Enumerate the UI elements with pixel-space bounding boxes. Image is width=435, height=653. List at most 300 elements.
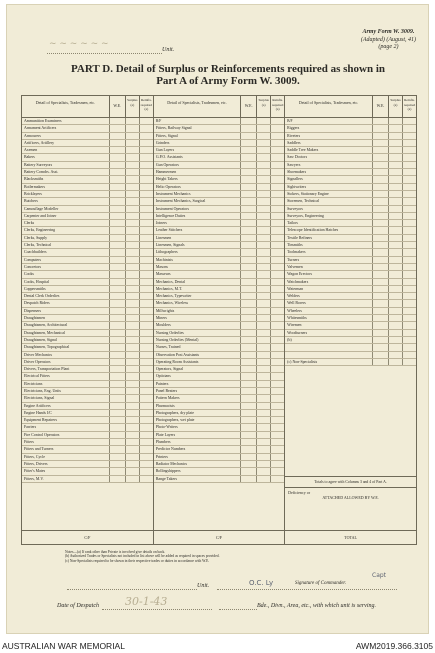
surplus-cell[interactable] bbox=[388, 330, 402, 336]
we-cell[interactable] bbox=[109, 395, 125, 401]
we-cell[interactable] bbox=[109, 344, 125, 350]
surplus-cell[interactable] bbox=[388, 198, 402, 204]
reinf-cell[interactable] bbox=[270, 279, 284, 285]
surplus-cell[interactable] bbox=[125, 315, 139, 321]
surplus-cell[interactable] bbox=[125, 169, 139, 175]
surplus-cell[interactable] bbox=[256, 454, 270, 460]
surplus-cell[interactable] bbox=[125, 308, 139, 314]
we-cell[interactable] bbox=[240, 476, 256, 482]
reinf-cell[interactable] bbox=[270, 359, 284, 365]
we-cell[interactable] bbox=[240, 227, 256, 233]
reinf-cell[interactable] bbox=[270, 300, 284, 306]
we-cell[interactable] bbox=[372, 264, 388, 270]
we-cell[interactable] bbox=[372, 133, 388, 139]
we-cell[interactable] bbox=[240, 330, 256, 336]
surplus-cell[interactable] bbox=[125, 198, 139, 204]
surplus-cell[interactable] bbox=[256, 198, 270, 204]
surplus-cell[interactable] bbox=[125, 388, 139, 394]
we-cell[interactable] bbox=[109, 162, 125, 168]
we-cell[interactable] bbox=[372, 359, 388, 365]
surplus-cell[interactable] bbox=[125, 133, 139, 139]
we-cell[interactable] bbox=[109, 271, 125, 277]
reinf-cell[interactable] bbox=[270, 191, 284, 197]
reinf-cell[interactable] bbox=[139, 468, 153, 474]
we-cell[interactable] bbox=[240, 315, 256, 321]
reinf-cell[interactable] bbox=[270, 424, 284, 430]
we-cell[interactable] bbox=[109, 169, 125, 175]
reinf-cell[interactable] bbox=[270, 125, 284, 131]
surplus-cell[interactable] bbox=[125, 439, 139, 445]
we-cell[interactable] bbox=[240, 213, 256, 219]
we-cell[interactable] bbox=[109, 220, 125, 226]
reinf-cell[interactable] bbox=[402, 249, 416, 255]
we-cell[interactable] bbox=[240, 133, 256, 139]
we-cell[interactable] bbox=[240, 322, 256, 328]
we-cell[interactable] bbox=[372, 337, 388, 343]
we-cell[interactable] bbox=[240, 206, 256, 212]
surplus-cell[interactable] bbox=[125, 227, 139, 233]
we-cell[interactable] bbox=[109, 235, 125, 241]
reinf-cell[interactable] bbox=[139, 118, 153, 124]
surplus-cell[interactable] bbox=[256, 147, 270, 153]
reinf-cell[interactable] bbox=[270, 249, 284, 255]
reinf-cell[interactable] bbox=[270, 439, 284, 445]
surplus-cell[interactable] bbox=[256, 322, 270, 328]
we-cell[interactable] bbox=[109, 446, 125, 452]
reinf-cell[interactable] bbox=[402, 220, 416, 226]
we-cell[interactable] bbox=[240, 388, 256, 394]
surplus-cell[interactable] bbox=[125, 468, 139, 474]
we-cell[interactable] bbox=[240, 286, 256, 292]
reinf-cell[interactable] bbox=[402, 293, 416, 299]
we-cell[interactable] bbox=[240, 191, 256, 197]
surplus-cell[interactable] bbox=[125, 257, 139, 263]
we-cell[interactable] bbox=[240, 410, 256, 416]
we-cell[interactable] bbox=[240, 249, 256, 255]
reinf-cell[interactable] bbox=[402, 191, 416, 197]
surplus-cell[interactable] bbox=[256, 373, 270, 379]
reinf-cell[interactable] bbox=[270, 227, 284, 233]
we-cell[interactable] bbox=[240, 461, 256, 467]
we-cell[interactable] bbox=[240, 300, 256, 306]
surplus-cell[interactable] bbox=[388, 169, 402, 175]
reinf-cell[interactable] bbox=[139, 330, 153, 336]
reinf-cell[interactable] bbox=[402, 359, 416, 365]
reinf-cell[interactable] bbox=[270, 468, 284, 474]
reinf-cell[interactable] bbox=[270, 147, 284, 153]
reinf-cell[interactable] bbox=[139, 198, 153, 204]
reinf-cell[interactable] bbox=[402, 330, 416, 336]
surplus-cell[interactable] bbox=[388, 315, 402, 321]
reinf-cell[interactable] bbox=[402, 286, 416, 292]
reinf-cell[interactable] bbox=[270, 381, 284, 387]
we-cell[interactable] bbox=[372, 352, 388, 358]
reinf-cell[interactable] bbox=[139, 264, 153, 270]
reinf-cell[interactable] bbox=[139, 446, 153, 452]
we-cell[interactable] bbox=[109, 373, 125, 379]
surplus-cell[interactable] bbox=[256, 249, 270, 255]
surplus-cell[interactable] bbox=[256, 432, 270, 438]
reinf-cell[interactable] bbox=[402, 140, 416, 146]
surplus-cell[interactable] bbox=[388, 162, 402, 168]
reinf-cell[interactable] bbox=[270, 315, 284, 321]
we-cell[interactable] bbox=[109, 410, 125, 416]
reinf-cell[interactable] bbox=[402, 322, 416, 328]
reinf-cell[interactable] bbox=[402, 271, 416, 277]
reinf-cell[interactable] bbox=[270, 403, 284, 409]
surplus-cell[interactable] bbox=[388, 249, 402, 255]
reinf-cell[interactable] bbox=[402, 154, 416, 160]
we-cell[interactable] bbox=[109, 403, 125, 409]
reinf-cell[interactable] bbox=[139, 366, 153, 372]
reinf-cell[interactable] bbox=[270, 461, 284, 467]
reinf-cell[interactable] bbox=[139, 133, 153, 139]
surplus-cell[interactable] bbox=[125, 424, 139, 430]
surplus-cell[interactable] bbox=[125, 184, 139, 190]
we-cell[interactable] bbox=[240, 176, 256, 182]
surplus-cell[interactable] bbox=[125, 322, 139, 328]
reinf-cell[interactable] bbox=[402, 169, 416, 175]
we-cell[interactable] bbox=[109, 125, 125, 131]
surplus-cell[interactable] bbox=[125, 330, 139, 336]
reinf-cell[interactable] bbox=[402, 162, 416, 168]
reinf-cell[interactable] bbox=[139, 454, 153, 460]
we-cell[interactable] bbox=[109, 198, 125, 204]
reinf-cell[interactable] bbox=[139, 417, 153, 423]
reinf-cell[interactable] bbox=[270, 133, 284, 139]
surplus-cell[interactable] bbox=[256, 206, 270, 212]
we-cell[interactable] bbox=[372, 286, 388, 292]
reinf-cell[interactable] bbox=[402, 315, 416, 321]
we-cell[interactable] bbox=[109, 293, 125, 299]
reinf-cell[interactable] bbox=[139, 300, 153, 306]
surplus-cell[interactable] bbox=[388, 344, 402, 350]
we-cell[interactable] bbox=[240, 198, 256, 204]
surplus-cell[interactable] bbox=[256, 242, 270, 248]
reinf-cell[interactable] bbox=[139, 359, 153, 365]
we-cell[interactable] bbox=[109, 439, 125, 445]
reinf-cell[interactable] bbox=[139, 162, 153, 168]
reinf-cell[interactable] bbox=[270, 198, 284, 204]
we-cell[interactable] bbox=[372, 293, 388, 299]
surplus-cell[interactable] bbox=[125, 271, 139, 277]
reinf-cell[interactable] bbox=[139, 395, 153, 401]
we-cell[interactable] bbox=[240, 184, 256, 190]
we-cell[interactable] bbox=[109, 417, 125, 423]
surplus-cell[interactable] bbox=[388, 235, 402, 241]
reinf-cell[interactable] bbox=[402, 242, 416, 248]
we-cell[interactable] bbox=[109, 337, 125, 343]
we-cell[interactable] bbox=[109, 286, 125, 292]
we-cell[interactable] bbox=[372, 206, 388, 212]
we-cell[interactable] bbox=[372, 213, 388, 219]
surplus-cell[interactable] bbox=[388, 242, 402, 248]
surplus-cell[interactable] bbox=[125, 213, 139, 219]
reinf-cell[interactable] bbox=[270, 264, 284, 270]
we-cell[interactable] bbox=[109, 249, 125, 255]
surplus-cell[interactable] bbox=[125, 476, 139, 482]
we-cell[interactable] bbox=[240, 381, 256, 387]
we-cell[interactable] bbox=[109, 154, 125, 160]
we-cell[interactable] bbox=[109, 330, 125, 336]
surplus-cell[interactable] bbox=[388, 293, 402, 299]
reinf-cell[interactable] bbox=[402, 235, 416, 241]
surplus-cell[interactable] bbox=[125, 403, 139, 409]
surplus-cell[interactable] bbox=[388, 279, 402, 285]
reinf-cell[interactable] bbox=[270, 330, 284, 336]
we-cell[interactable] bbox=[109, 315, 125, 321]
we-cell[interactable] bbox=[109, 359, 125, 365]
reinf-cell[interactable] bbox=[270, 213, 284, 219]
we-cell[interactable] bbox=[372, 220, 388, 226]
reinf-cell[interactable] bbox=[139, 242, 153, 248]
we-cell[interactable] bbox=[109, 184, 125, 190]
reinf-cell[interactable] bbox=[270, 410, 284, 416]
reinf-cell[interactable] bbox=[270, 476, 284, 482]
we-cell[interactable] bbox=[109, 468, 125, 474]
we-cell[interactable] bbox=[109, 257, 125, 263]
surplus-cell[interactable] bbox=[125, 125, 139, 131]
surplus-cell[interactable] bbox=[256, 140, 270, 146]
surplus-cell[interactable] bbox=[256, 410, 270, 416]
reinf-cell[interactable] bbox=[402, 337, 416, 343]
we-cell[interactable] bbox=[240, 264, 256, 270]
reinf-cell[interactable] bbox=[139, 154, 153, 160]
reinf-cell[interactable] bbox=[402, 227, 416, 233]
reinf-cell[interactable] bbox=[139, 147, 153, 153]
reinf-cell[interactable] bbox=[270, 162, 284, 168]
we-cell[interactable] bbox=[372, 125, 388, 131]
we-cell[interactable] bbox=[109, 381, 125, 387]
surplus-cell[interactable] bbox=[125, 359, 139, 365]
we-cell[interactable] bbox=[372, 344, 388, 350]
surplus-cell[interactable] bbox=[125, 337, 139, 343]
reinf-cell[interactable] bbox=[139, 140, 153, 146]
surplus-cell[interactable] bbox=[256, 446, 270, 452]
surplus-cell[interactable] bbox=[256, 388, 270, 394]
reinf-cell[interactable] bbox=[270, 220, 284, 226]
surplus-cell[interactable] bbox=[388, 286, 402, 292]
surplus-cell[interactable] bbox=[388, 147, 402, 153]
reinf-cell[interactable] bbox=[139, 176, 153, 182]
we-cell[interactable] bbox=[109, 432, 125, 438]
reinf-cell[interactable] bbox=[270, 322, 284, 328]
surplus-cell[interactable] bbox=[256, 286, 270, 292]
reinf-cell[interactable] bbox=[402, 352, 416, 358]
reinf-cell[interactable] bbox=[139, 257, 153, 263]
we-cell[interactable] bbox=[240, 366, 256, 372]
surplus-cell[interactable] bbox=[388, 359, 402, 365]
we-cell[interactable] bbox=[240, 417, 256, 423]
reinf-cell[interactable] bbox=[139, 461, 153, 467]
reinf-cell[interactable] bbox=[402, 300, 416, 306]
we-cell[interactable] bbox=[372, 242, 388, 248]
surplus-cell[interactable] bbox=[256, 468, 270, 474]
reinf-cell[interactable] bbox=[270, 242, 284, 248]
we-cell[interactable] bbox=[372, 198, 388, 204]
surplus-cell[interactable] bbox=[388, 220, 402, 226]
surplus-cell[interactable] bbox=[125, 220, 139, 226]
surplus-cell[interactable] bbox=[125, 410, 139, 416]
we-cell[interactable] bbox=[372, 300, 388, 306]
reinf-cell[interactable] bbox=[270, 206, 284, 212]
we-cell[interactable] bbox=[109, 264, 125, 270]
reinf-cell[interactable] bbox=[270, 417, 284, 423]
we-cell[interactable] bbox=[109, 424, 125, 430]
surplus-cell[interactable] bbox=[256, 154, 270, 160]
reinf-cell[interactable] bbox=[139, 352, 153, 358]
surplus-cell[interactable] bbox=[256, 366, 270, 372]
reinf-cell[interactable] bbox=[402, 344, 416, 350]
reinf-cell[interactable] bbox=[270, 337, 284, 343]
surplus-cell[interactable] bbox=[256, 315, 270, 321]
surplus-cell[interactable] bbox=[125, 373, 139, 379]
reinf-cell[interactable] bbox=[139, 476, 153, 482]
we-cell[interactable] bbox=[240, 395, 256, 401]
surplus-cell[interactable] bbox=[125, 300, 139, 306]
surplus-cell[interactable] bbox=[256, 235, 270, 241]
surplus-cell[interactable] bbox=[256, 403, 270, 409]
we-cell[interactable] bbox=[372, 322, 388, 328]
reinf-cell[interactable] bbox=[402, 184, 416, 190]
surplus-cell[interactable] bbox=[125, 366, 139, 372]
surplus-cell[interactable] bbox=[125, 395, 139, 401]
reinf-cell[interactable] bbox=[139, 344, 153, 350]
surplus-cell[interactable] bbox=[125, 242, 139, 248]
surplus-cell[interactable] bbox=[256, 439, 270, 445]
surplus-cell[interactable] bbox=[388, 213, 402, 219]
surplus-cell[interactable] bbox=[125, 176, 139, 182]
we-cell[interactable] bbox=[372, 308, 388, 314]
surplus-cell[interactable] bbox=[388, 300, 402, 306]
surplus-cell[interactable] bbox=[388, 271, 402, 277]
we-cell[interactable] bbox=[240, 359, 256, 365]
we-cell[interactable] bbox=[372, 147, 388, 153]
reinf-cell[interactable] bbox=[139, 432, 153, 438]
surplus-cell[interactable] bbox=[256, 293, 270, 299]
reinf-cell[interactable] bbox=[402, 198, 416, 204]
we-cell[interactable] bbox=[240, 439, 256, 445]
reinf-cell[interactable] bbox=[139, 315, 153, 321]
reinf-cell[interactable] bbox=[139, 227, 153, 233]
we-cell[interactable] bbox=[109, 454, 125, 460]
we-cell[interactable] bbox=[372, 140, 388, 146]
surplus-cell[interactable] bbox=[256, 176, 270, 182]
we-cell[interactable] bbox=[372, 162, 388, 168]
reinf-cell[interactable] bbox=[402, 257, 416, 263]
reinf-cell[interactable] bbox=[270, 286, 284, 292]
reinf-cell[interactable] bbox=[139, 337, 153, 343]
surplus-cell[interactable] bbox=[125, 147, 139, 153]
reinf-cell[interactable] bbox=[139, 235, 153, 241]
surplus-cell[interactable] bbox=[256, 213, 270, 219]
surplus-cell[interactable] bbox=[256, 308, 270, 314]
we-cell[interactable] bbox=[372, 191, 388, 197]
reinf-cell[interactable] bbox=[270, 446, 284, 452]
reinf-cell[interactable] bbox=[402, 176, 416, 182]
we-cell[interactable] bbox=[240, 308, 256, 314]
reinf-cell[interactable] bbox=[139, 206, 153, 212]
surplus-cell[interactable] bbox=[125, 286, 139, 292]
surplus-cell[interactable] bbox=[388, 154, 402, 160]
surplus-cell[interactable] bbox=[256, 359, 270, 365]
surplus-cell[interactable] bbox=[125, 293, 139, 299]
we-cell[interactable] bbox=[240, 125, 256, 131]
surplus-cell[interactable] bbox=[388, 206, 402, 212]
surplus-cell[interactable] bbox=[125, 140, 139, 146]
surplus-cell[interactable] bbox=[125, 206, 139, 212]
we-cell[interactable] bbox=[240, 293, 256, 299]
we-cell[interactable] bbox=[240, 279, 256, 285]
we-cell[interactable] bbox=[109, 191, 125, 197]
surplus-cell[interactable] bbox=[125, 352, 139, 358]
we-cell[interactable] bbox=[109, 147, 125, 153]
we-cell[interactable] bbox=[372, 271, 388, 277]
surplus-cell[interactable] bbox=[256, 125, 270, 131]
we-cell[interactable] bbox=[109, 279, 125, 285]
we-cell[interactable] bbox=[240, 468, 256, 474]
surplus-cell[interactable] bbox=[256, 220, 270, 226]
surplus-cell[interactable] bbox=[125, 417, 139, 423]
reinf-cell[interactable] bbox=[139, 388, 153, 394]
reinf-cell[interactable] bbox=[270, 235, 284, 241]
surplus-cell[interactable] bbox=[256, 461, 270, 467]
reinf-cell[interactable] bbox=[139, 184, 153, 190]
reinf-cell[interactable] bbox=[139, 439, 153, 445]
reinf-cell[interactable] bbox=[270, 140, 284, 146]
reinf-cell[interactable] bbox=[139, 249, 153, 255]
we-cell[interactable] bbox=[109, 461, 125, 467]
reinf-cell[interactable] bbox=[270, 373, 284, 379]
we-cell[interactable] bbox=[240, 271, 256, 277]
surplus-cell[interactable] bbox=[256, 395, 270, 401]
we-cell[interactable] bbox=[240, 446, 256, 452]
surplus-cell[interactable] bbox=[388, 352, 402, 358]
reinf-cell[interactable] bbox=[270, 366, 284, 372]
we-cell[interactable] bbox=[372, 330, 388, 336]
surplus-cell[interactable] bbox=[256, 417, 270, 423]
we-cell[interactable] bbox=[240, 373, 256, 379]
surplus-cell[interactable] bbox=[256, 191, 270, 197]
surplus-cell[interactable] bbox=[388, 337, 402, 343]
we-cell[interactable] bbox=[372, 315, 388, 321]
we-cell[interactable] bbox=[109, 476, 125, 482]
reinf-cell[interactable] bbox=[270, 176, 284, 182]
surplus-cell[interactable] bbox=[125, 432, 139, 438]
reinf-cell[interactable] bbox=[270, 388, 284, 394]
we-cell[interactable] bbox=[109, 322, 125, 328]
reinf-cell[interactable] bbox=[270, 395, 284, 401]
reinf-cell[interactable] bbox=[270, 257, 284, 263]
we-cell[interactable] bbox=[372, 184, 388, 190]
reinf-cell[interactable] bbox=[270, 454, 284, 460]
surplus-cell[interactable] bbox=[388, 133, 402, 139]
surplus-cell[interactable] bbox=[388, 191, 402, 197]
surplus-cell[interactable] bbox=[388, 257, 402, 263]
reinf-cell[interactable] bbox=[270, 308, 284, 314]
we-cell[interactable] bbox=[372, 176, 388, 182]
surplus-cell[interactable] bbox=[388, 125, 402, 131]
surplus-cell[interactable] bbox=[125, 118, 139, 124]
reinf-cell[interactable] bbox=[402, 279, 416, 285]
surplus-cell[interactable] bbox=[125, 235, 139, 241]
surplus-cell[interactable] bbox=[125, 249, 139, 255]
we-cell[interactable] bbox=[109, 176, 125, 182]
we-cell[interactable] bbox=[240, 235, 256, 241]
surplus-cell[interactable] bbox=[256, 330, 270, 336]
surplus-cell[interactable] bbox=[256, 227, 270, 233]
we-cell[interactable] bbox=[240, 403, 256, 409]
